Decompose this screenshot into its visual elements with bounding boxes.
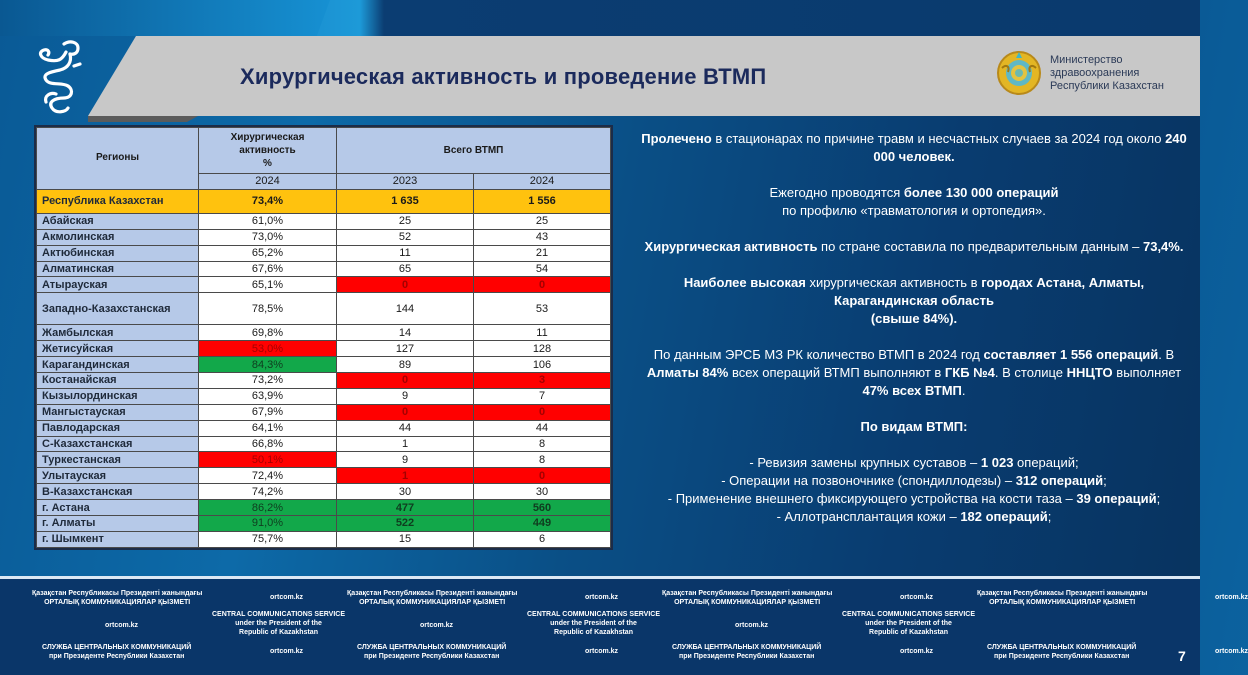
ministry-line-1: Министерство [1050,53,1123,66]
info-text: выполняет [1112,365,1182,380]
activity-cell: 67,6% [199,261,337,277]
footer-en-text-line: CENTRAL COMMUNICATIONS SERVICE [842,611,976,618]
footer-ru-text-line: при Президенте Республики Казахстан [364,653,500,660]
vtmp-2024-cell: 128 [474,341,611,357]
header-year-2023: 2023 [337,174,474,190]
footer-en-text [527,610,660,637]
footer-site-link [1215,647,1248,656]
footer-site-link [270,593,303,602]
title-bar-shadow [88,116,198,122]
footer-site-link-line: ortcom.kz [420,622,454,629]
vtmp-2024-cell: 43 [474,229,611,245]
activity-cell: 86,2% [199,500,337,516]
info-text: 240 000 человек. [873,131,1187,164]
footer-site-link [585,647,618,656]
footer-en-text [842,610,975,637]
table-row [37,213,611,229]
region-name: Жамбылская [37,325,199,341]
top-wedge [0,0,330,36]
table-row [37,245,611,261]
activity-cell: 65,2% [199,245,337,261]
table-row [37,516,611,532]
vtmp-2024-cell: 21 [474,245,611,261]
footer-ru-text [357,643,506,661]
vtmp-2024-cell: 0 [474,468,611,484]
vtmp-2023-cell: 44 [337,420,474,436]
region-name: Улытауская [37,468,199,484]
table-row [37,293,611,325]
info-text: Алматы 84% [646,365,729,380]
vtmp-type-text: 182 операций [960,509,1048,524]
activity-cell: 84,3% [199,357,337,373]
footer-kz-text [662,589,832,607]
footer-en-text-line: under the President of the [235,620,322,627]
footer-kz-text [977,589,1147,607]
vtmp-2024-cell: 53 [474,293,611,325]
vtmp-types-list [640,454,1188,526]
info-panel [640,130,1188,526]
activity-cell: 91,0% [199,516,337,532]
table-row [37,229,611,245]
table-row [37,404,611,420]
footer-site-link-line: ortcom.kz [900,648,934,655]
footer-site-link-line: ortcom.kz [735,622,769,629]
table-row-total [37,189,611,213]
region-name: Западно-Казахстанская [37,293,199,325]
vtmp-2024-cell: 30 [474,484,611,500]
region-name: г. Шымкент [37,531,199,547]
footer-site-link-line: ortcom.kz [585,648,619,655]
table-row [37,357,611,373]
activity-cell: 73,0% [199,229,337,245]
vtmp-2024-cell: 25 [474,213,611,229]
vtmp-2024-cell: 44 [474,420,611,436]
footer-site-link-line: ortcom.kz [1215,594,1248,601]
header-activity-line-2: активность [239,145,296,156]
footer-en-text-line: Republic of Kazakhstan [554,629,633,636]
info-text: по стране составила по предварительным данным – [817,239,1143,254]
info-text: 73,4%. [1142,239,1184,254]
footer-site-link [105,621,138,630]
footer-kz-text-line: ОРТАЛЫҚ КОММУНИКАЦИЯЛАР ҚЫЗМЕТІ [44,599,191,606]
page-title: Хирургическая активность и проведение ВТМП [240,64,767,89]
footer-ru-text [672,643,821,661]
footer-ru-text-line: СЛУЖБА ЦЕНТРАЛЬНЫХ КОММУНИКАЦИЙ [42,644,192,651]
table-row [37,373,611,389]
vtmp-2023-cell: 11 [337,245,474,261]
info-paragraph-vtmp [640,346,1188,400]
footer-en-text [212,610,345,637]
footer-kz-text-line: Қазақстан Республикасы Президенті жанындағы [32,590,203,597]
info-text: Хирургическая активность [644,239,818,254]
vtmp-type-text: ; [1047,509,1052,524]
vtmp-2023-cell: 9 [337,452,474,468]
info-text: Пролечено [641,131,712,146]
info-text: (свыше 84%). [870,311,958,326]
vtmp-type-text: - Операции на позвоночнике (спондиллодезы) – [721,473,1016,488]
info-text: по профилю «травматология и ортопедия». [782,203,1046,218]
table-row [37,531,611,547]
vtmp-2023-cell: 52 [337,229,474,245]
activity-cell: 66,8% [199,436,337,452]
total-vtmp-2023: 1 635 [337,189,474,213]
table-row [37,468,611,484]
activity-cell: 75,7% [199,531,337,547]
header-regions: Регионы [37,128,199,190]
vtmp-2024-cell: 106 [474,357,611,373]
footer-site-link [900,647,933,656]
vtmp-type-text: - Применение внешнего фиксирующего устройства на кости таза – [667,491,1077,506]
info-text: Ежегодно проводятся [769,185,904,200]
activity-cell: 67,9% [199,404,337,420]
vtmp-2024-cell: 0 [474,277,611,293]
vtmp-2023-cell: 1 [337,436,474,452]
info-paragraph-activity [640,238,1188,256]
vtmp-type-item [640,454,1188,472]
table-row [37,325,611,341]
kazakhstan-emblem-icon [996,50,1042,96]
vtmp-2024-cell: 11 [474,325,611,341]
footer-ru-text-line: при Президенте Республики Казахстан [49,653,185,660]
activity-cell: 72,4% [199,468,337,484]
footer-en-text-line: under the President of the [550,620,637,627]
region-name: Абайская [37,213,199,229]
table-row [37,388,611,404]
footer-kz-text-line: ОРТАЛЫҚ КОММУНИКАЦИЯЛАР ҚЫЗМЕТІ [674,599,821,606]
info-text: . [961,383,966,398]
total-activity: 73,4% [199,189,337,213]
vtmp-2023-cell: 9 [337,388,474,404]
vtmp-2024-cell: 8 [474,436,611,452]
region-name: г. Алматы [37,516,199,532]
vtmp-2023-cell: 65 [337,261,474,277]
table-row [37,261,611,277]
region-name: С-Казахстанская [37,436,199,452]
header-year-activity: 2024 [199,174,337,190]
footer-kz-text-line: ОРТАЛЫҚ КОММУНИКАЦИЯЛАР ҚЫЗМЕТІ [989,599,1136,606]
footer-site-link-line: ortcom.kz [105,622,139,629]
vtmp-type-text: ; [1156,491,1161,506]
region-name: Павлодарская [37,420,199,436]
footer-ru-text-line: СЛУЖБА ЦЕНТРАЛЬНЫХ КОММУНИКАЦИЙ [357,644,507,651]
footer-site-link-line: ortcom.kz [1215,648,1248,655]
info-text: По данным ЭРСБ МЗ РК количество ВТМП в 2024 год [653,347,984,362]
footer-en-text-line: CENTRAL COMMUNICATIONS SERVICE [212,611,346,618]
header-year-2024: 2024 [474,174,611,190]
vtmp-types-heading: По видам ВТМП: [860,419,968,434]
footer-site-link [270,647,303,656]
header-vtmp-total: Всего ВТМП [337,128,611,174]
region-name: В-Казахстанская [37,484,199,500]
region-name: Атырауская [37,277,199,293]
footer-site-link [585,593,618,602]
footer-site-link [420,621,453,630]
vtmp-2024-cell: 6 [474,531,611,547]
footer-site-link-line: ortcom.kz [270,594,304,601]
activity-cell: 65,1% [199,277,337,293]
vtmp-type-text: - Аллотрансплантация кожи – [776,509,961,524]
info-text: хирургическая активность в [805,275,982,290]
footer-en-text-line: Republic of Kazakhstan [869,629,948,636]
info-text: всех операций ВТМП выполняют в [728,365,945,380]
vtmp-type-item [640,490,1188,508]
activity-cell: 53,0% [199,341,337,357]
vtmp-2024-cell: 7 [474,388,611,404]
region-name: Жетисуйская [37,341,199,357]
info-text: городах Астана, Алматы, Карагандинская область [834,275,1145,308]
vtmp-2023-cell: 89 [337,357,474,373]
vtmp-2023-cell: 522 [337,516,474,532]
vtmp-type-text: 39 операций [1076,491,1157,506]
info-paragraph-highest [640,274,1188,328]
footer-kz-text-line: Қазақстан Республикасы Президенті жанындағы [977,590,1148,597]
footer-kz-text [347,589,517,607]
table-row [37,500,611,516]
table-row [37,277,611,293]
total-region: Республика Казахстан [37,189,199,213]
activity-cell: 69,8% [199,325,337,341]
vtmp-2023-cell: 25 [337,213,474,229]
vtmp-type-text: 1 023 [980,455,1014,470]
region-name: Актюбинская [37,245,199,261]
region-name: Карагандинская [37,357,199,373]
region-name: Кызылординская [37,388,199,404]
footer-ru-text-line: СЛУЖБА ЦЕНТРАЛЬНЫХ КОММУНИКАЦИЙ [672,644,822,651]
footer-en-text-line: Republic of Kazakhstan [239,629,318,636]
info-text: в стационарах по причине травм и несчастных случаев за 2024 год около [711,131,1166,146]
vtmp-2023-cell: 477 [337,500,474,516]
vtmp-type-text: 312 операций [1015,473,1104,488]
table-row [37,341,611,357]
activity-cell: 74,2% [199,484,337,500]
table-row [37,484,611,500]
vtmp-type-text: ; [1103,473,1107,488]
activity-cell: 78,5% [199,293,337,325]
header-activity-line-3: % [263,158,272,169]
region-name: Алматинская [37,261,199,277]
info-text: Наиболее высокая [683,275,806,290]
info-text: . В [1158,347,1175,362]
activity-cell: 64,1% [199,420,337,436]
region-name: Костанайская [37,373,199,389]
footer-ru-text-line: при Президенте Республики Казахстан [679,653,815,660]
vtmp-2023-cell: 0 [337,404,474,420]
region-name: Туркестанская [37,452,199,468]
total-vtmp-2024: 1 556 [474,189,611,213]
info-text: ГКБ №4 [944,365,995,380]
ministry-block [996,50,1164,96]
region-name: г. Астана [37,500,199,516]
footer-ru-text-line: при Президенте Республики Казахстан [994,653,1130,660]
info-text: . В столице [994,365,1067,380]
vtmp-type-text: - Ревизия замены крупных суставов – [749,455,981,470]
footer-site-link-line: ortcom.kz [900,594,934,601]
footer-kz-text [32,589,202,607]
page-number: 7 [1178,648,1186,664]
footer-site-link-line: ortcom.kz [270,648,304,655]
vtmp-2023-cell: 127 [337,341,474,357]
vtmp-type-item [640,508,1188,526]
vtmp-2024-cell: 8 [474,452,611,468]
vtmp-2024-cell: 560 [474,500,611,516]
vtmp-2023-cell: 1 [337,468,474,484]
footer-site-link [900,593,933,602]
activity-cell: 50,1% [199,452,337,468]
footer-en-text-line: CENTRAL COMMUNICATIONS SERVICE [527,611,661,618]
info-text: ННЦТО [1066,365,1113,380]
vtmp-2023-cell: 15 [337,531,474,547]
vtmp-2024-cell: 0 [474,404,611,420]
activity-cell: 63,9% [199,388,337,404]
activity-cell: 73,2% [199,373,337,389]
vtmp-2023-cell: 30 [337,484,474,500]
vtmp-2023-cell: 144 [337,293,474,325]
footer-kz-text-line: Қазақстан Республикасы Президенті жанындағы [347,590,518,597]
regions-table [34,125,613,550]
snow-leopard-logo-icon [34,38,84,118]
footer-ru-text-line: СЛУЖБА ЦЕНТРАЛЬНЫХ КОММУНИКАЦИЙ [987,644,1137,651]
footer-site-link [735,621,768,630]
header-activity [199,128,337,174]
footer-site-link [1215,593,1248,602]
footer-en-text-line: under the President of the [865,620,952,627]
table-row [37,420,611,436]
info-text: составляет 1 556 операций [983,347,1159,362]
vtmp-2024-cell: 3 [474,373,611,389]
footer-ru-text [987,643,1136,661]
vtmp-2023-cell: 0 [337,277,474,293]
table-row [37,452,611,468]
region-name: Мангыстауская [37,404,199,420]
vtmp-2024-cell: 54 [474,261,611,277]
ministry-line-2: здравоохранения [1050,66,1140,79]
info-paragraph-operations [640,184,1188,220]
region-name: Акмолинская [37,229,199,245]
vtmp-2023-cell: 0 [337,373,474,389]
vtmp-type-item [640,472,1188,490]
info-paragraph-treated [640,130,1188,166]
vtmp-2024-cell: 449 [474,516,611,532]
header-activity-line-1: Хирургическая [230,132,305,143]
table-row [37,436,611,452]
activity-cell: 61,0% [199,213,337,229]
ministry-line-3: Республики Казахстан [1050,79,1164,92]
info-text: более 130 000 операций [903,185,1059,200]
vtmp-type-text: операций; [1013,455,1079,470]
footer-site-link-line: ortcom.kz [585,594,619,601]
ministry-name [1050,54,1164,93]
footer-ru-text [42,643,191,661]
info-text: 47% всех ВТМП [862,383,962,398]
footer-kz-text-line: ОРТАЛЫҚ КОММУНИКАЦИЯЛАР ҚЫЗМЕТІ [359,599,506,606]
vtmp-2023-cell: 14 [337,325,474,341]
footer-kz-text-line: Қазақстан Республикасы Президенті жанындағы [662,590,833,597]
